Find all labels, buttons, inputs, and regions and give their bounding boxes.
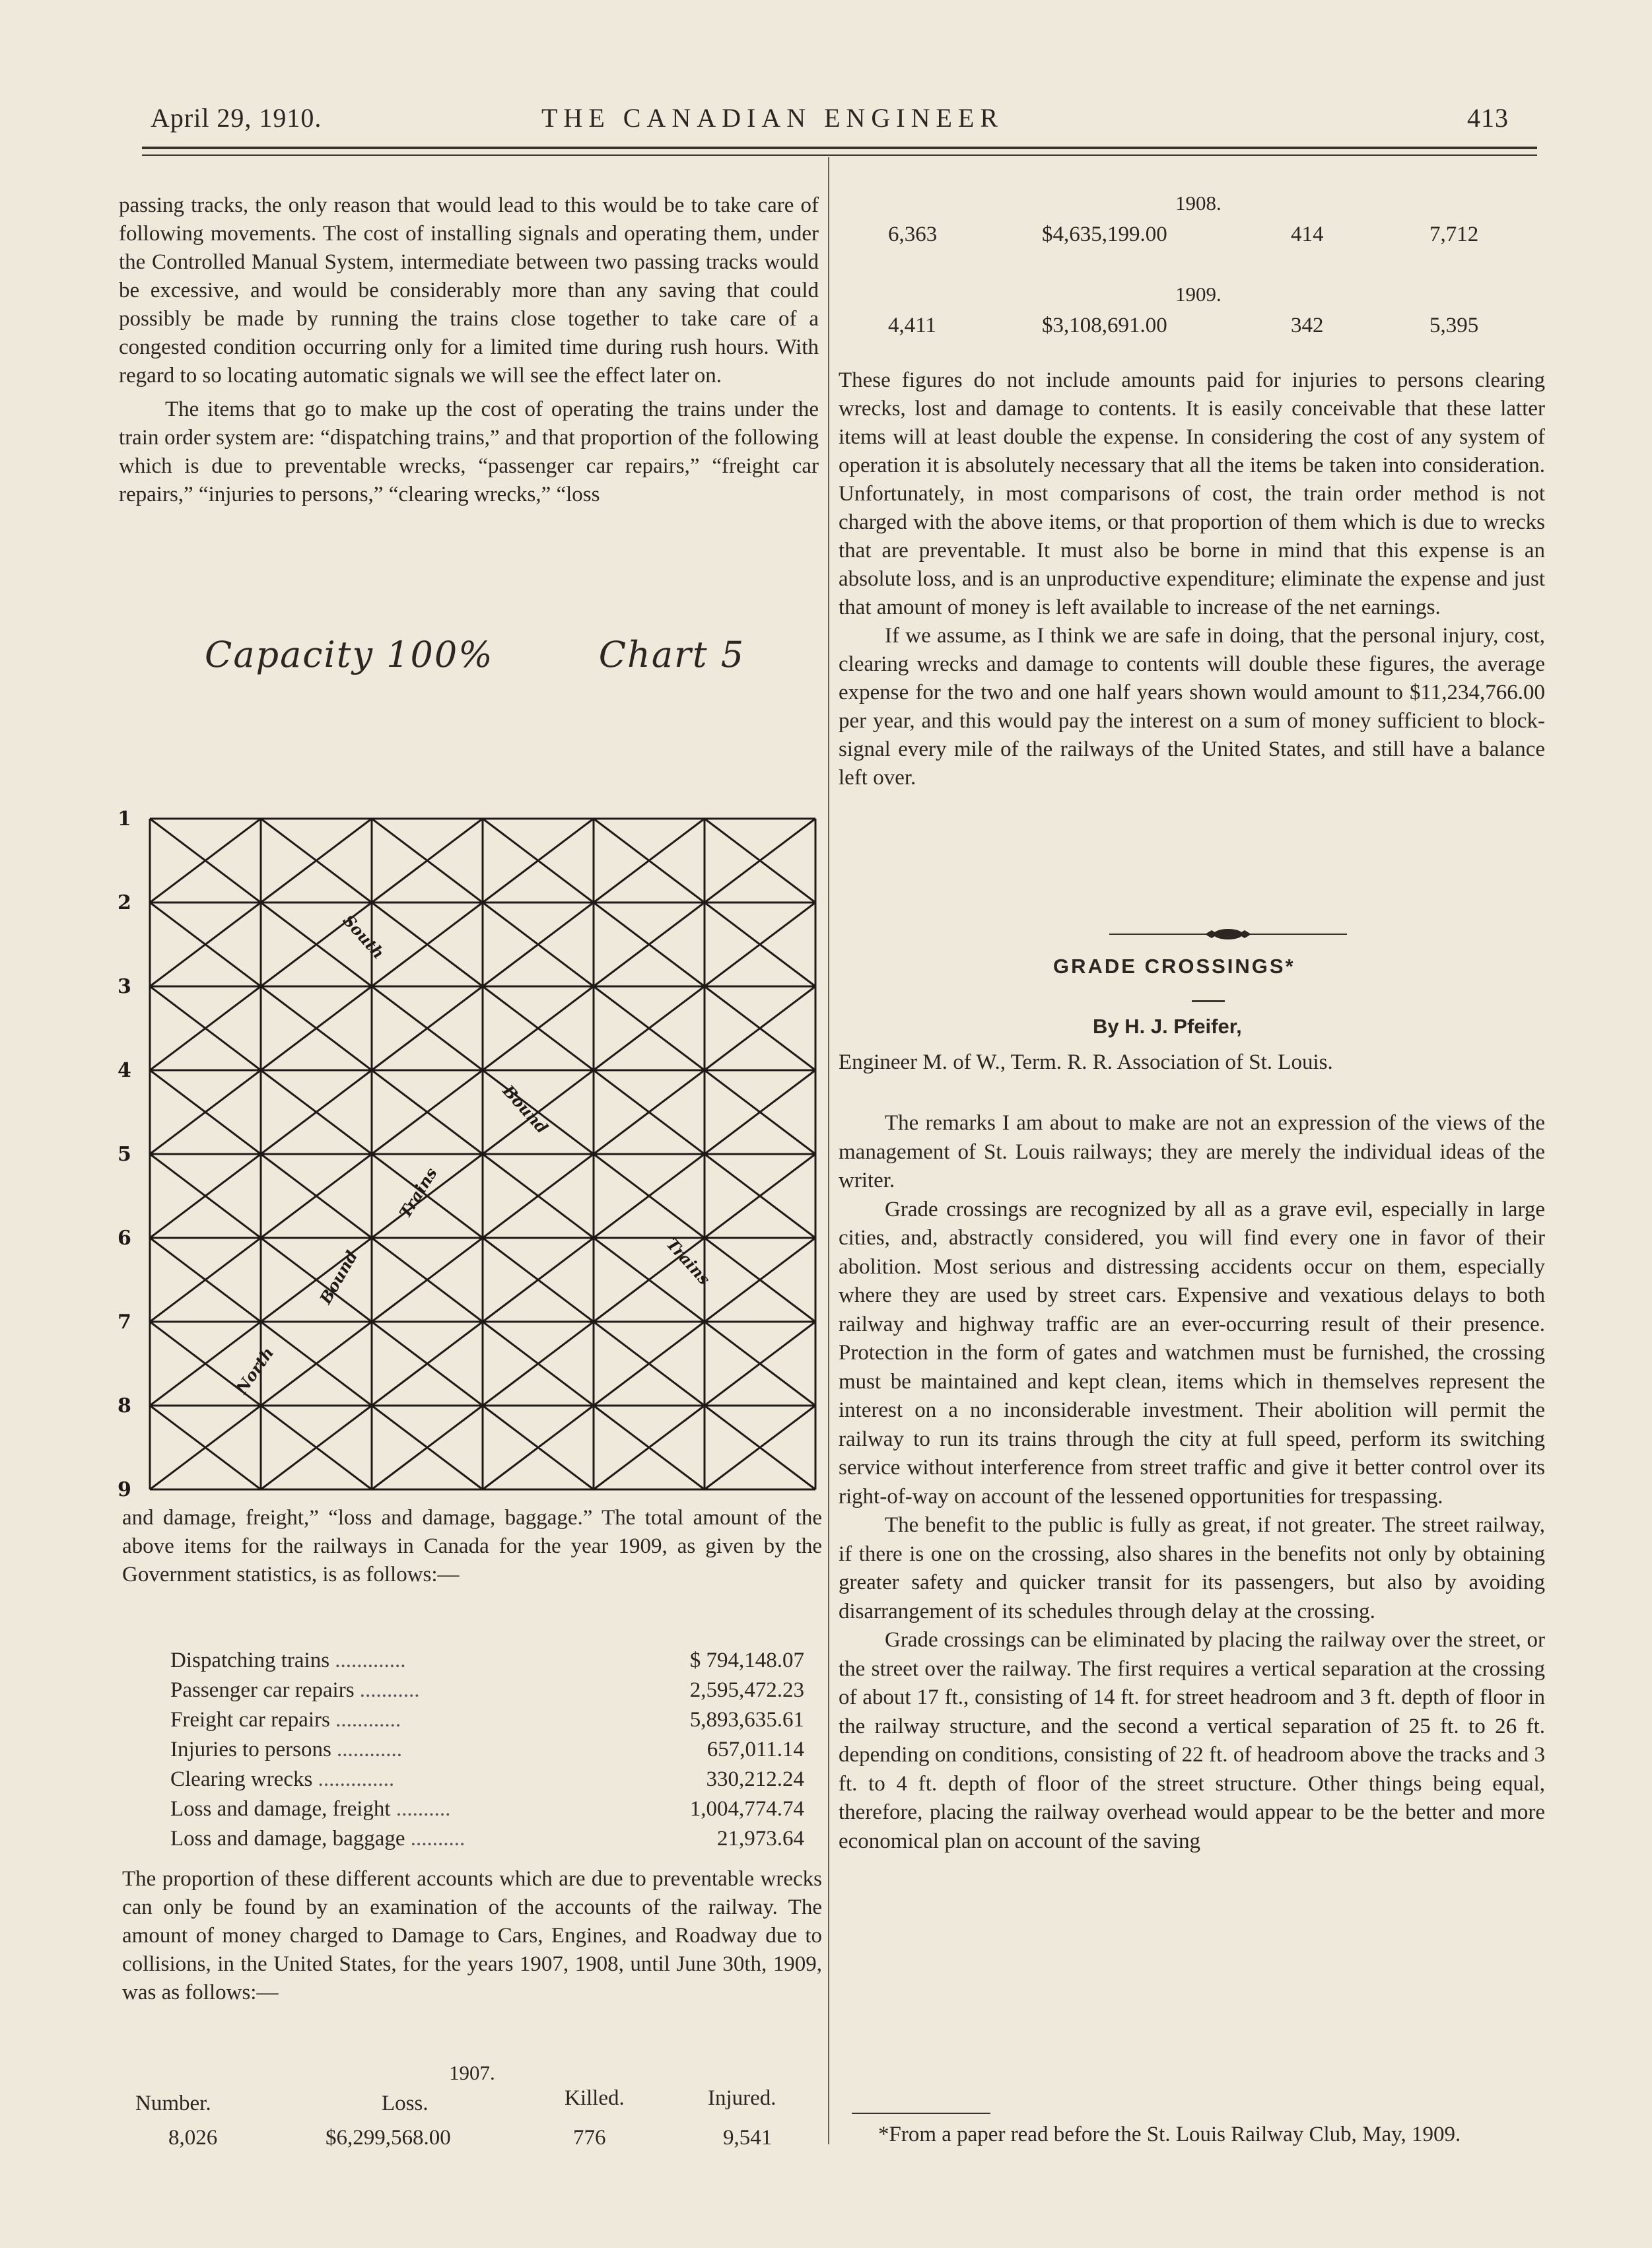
account-row xyxy=(170,1676,804,1705)
col-header-loss: Loss. xyxy=(382,2092,429,2115)
year-heading-1908: 1908. xyxy=(1175,191,1222,215)
leader-dots: .............. xyxy=(312,1767,395,1791)
account-label: Loss and damage, freight .......... xyxy=(170,1797,451,1821)
paragraph: Grade crossings are recognized by all as a grave evil, especially in large cities, and, abstractly considered, you will find every one in favor of their abolition. Most serious and distressing accidents occur on them, especially where they are used by street cars. Expensive and vexatious delays to both railway and highway traffic are an ever-occurring result of their presence. Protection in the form of gates and watchmen must be furnished, the crossing must be maintained and kept clean, items which in themselves represent the interest on a no inconsiderable investment. Their abolition will permit the railway to run its trains through the city at full speed, perform its switching service without interference from street traffic and give it better control over its right-of-way on account of the lessened opportunities for trespassing. xyxy=(839,1197,1545,1509)
paragraph: The benefit to the public is fully as great, if not greater. The street railway, if there is one on the crossing, also shares in the benefits not only by obtaining greater safety and quicker transit for its passengers, but also by avoiding disarrangement of its schedules through delay at the crossing. xyxy=(839,1513,1545,1623)
row-number-label: 7 xyxy=(118,1311,131,1334)
leader-dots: ............. xyxy=(329,1649,406,1672)
leader-dots: .......... xyxy=(390,1797,451,1821)
chart-label-north: North xyxy=(232,1343,278,1398)
account-value: 330,212.24 xyxy=(706,1767,804,1791)
row-number-label: 9 xyxy=(118,1478,131,1501)
chart-5-diagram xyxy=(112,809,832,1515)
account-label: Passenger car repairs ........... xyxy=(170,1678,420,1702)
cell-number-1908: 6,363 xyxy=(888,222,938,246)
account-value: $ 794,148.07 xyxy=(689,1649,804,1672)
leader-dots: ............ xyxy=(331,1738,403,1761)
left-column-text xyxy=(119,191,819,509)
row-number-label: 1 xyxy=(118,809,131,831)
header-rule-thin xyxy=(142,154,1537,156)
page-number: 413 xyxy=(1467,103,1509,133)
year-heading-1909: 1909. xyxy=(1175,283,1222,306)
chart-label-bound: Bound xyxy=(499,1081,552,1138)
year-heading-1907: 1907. xyxy=(449,2061,495,2084)
article-body xyxy=(839,1109,1545,1856)
row-number-label: 8 xyxy=(118,1394,131,1417)
paragraph: passing tracks, the only reason that would lead to this would be to take care of following movements. The cost of installing signals and operating them, under the Controlled Manual System, intermediate between two passing tracks would be excessive, and would be considerably more than any saving that could possibly be made by running the trains close together to take care of a congested condition occurring only for a limited time during rush hours. With regard to so locating automatic signals we will see the effect later on. xyxy=(119,193,819,388)
left-column-lower-text xyxy=(122,1504,822,1589)
cell-killed-1907: 776 xyxy=(573,2126,606,2150)
account-value: 1,004,774.74 xyxy=(689,1797,804,1821)
paragraph: Grade crossings can be eliminated by placing the railway over the street, or the street over the railway. The first requires a vertical separation at the crossing of about 17 ft., consisting of 14 ft. for street headroom and 3 ft. depth of floor in the railway structure, and the second a vertical separation of 25 ft. to 26 ft. depending on conditions, consisting of 22 ft. of headroom above the tracks and 3 ft. to 4 ft. depth of floor of the street structure. Other things being equal, therefore, placing the railway overhead would appear to be the better and more economical plan on account of the saving xyxy=(839,1628,1545,1853)
author-affiliation: Engineer M. of W., Term. R. R. Association of St. Louis. xyxy=(839,1050,1333,1074)
col-header-injured: Injured. xyxy=(708,2086,776,2110)
account-row xyxy=(170,1765,804,1794)
cell-injured-1907: 9,541 xyxy=(723,2126,773,2150)
account-value: 21,973.64 xyxy=(717,1827,804,1851)
cell-injured-1908: 7,712 xyxy=(1429,222,1479,246)
paragraph: The remarks I am about to make are not an expression of the views of the management of St. Louis railways; they are merely the individual ideas of the writer. xyxy=(839,1111,1545,1192)
cell-loss-1909: $3,108,691.00 xyxy=(1042,314,1167,337)
leader-dots: ........... xyxy=(354,1678,420,1702)
cell-number-1909: 4,411 xyxy=(888,314,937,337)
col-header-number: Number. xyxy=(135,2092,211,2115)
chart-label-south: South xyxy=(339,910,389,963)
row-number-label: 2 xyxy=(118,891,131,914)
account-value: 657,011.14 xyxy=(706,1738,804,1761)
chart-heading xyxy=(205,634,745,675)
section-title: GRADE CROSSINGS* xyxy=(1053,955,1295,978)
footnote-rule xyxy=(852,2113,990,2114)
right-column-text xyxy=(839,366,1545,792)
footnote: *From a paper read before the St. Louis Railway Club, May, 1909. xyxy=(878,2123,1461,2146)
paragraph: If we assume, as I think we are safe in doing, that the personal injury, cost, clearing wrecks and damage to contents will double these figures, the average expense for the two and one half years shown would amount to $11,234,766.00 per year, and this would pay the interest on a sum of money sufficient to block-signal every mile of the railways of the United States, and still have a balance left over. xyxy=(839,624,1545,790)
row-number-label: 3 xyxy=(118,975,131,998)
account-row xyxy=(170,1646,804,1676)
row-number-label: 4 xyxy=(118,1059,131,1082)
cell-loss-1908: $4,635,199.00 xyxy=(1042,222,1167,246)
chart-label-bound: Bound xyxy=(316,1247,362,1307)
paragraph: The proportion of these different accounts which are due to preventable wrecks can only be found by an examination of the accounts of the railway. The amount of money charged to Damage to Cars, Engines, and Roadway due to collisions, in the United States, for the years 1907, 1908, until June 30th, 1909, was as follows:— xyxy=(122,1867,822,2004)
issue-date: April 29, 1910. xyxy=(151,103,322,133)
left-column-lower-text-2 xyxy=(122,1865,822,2007)
account-label: Freight car repairs ............ xyxy=(170,1708,401,1732)
byline: By H. J. Pfeifer, xyxy=(1093,1015,1242,1038)
title-rule xyxy=(1192,1000,1225,1002)
section-ornament xyxy=(1109,924,1347,944)
account-label: Injuries to persons ............ xyxy=(170,1738,403,1761)
row-number-label: 5 xyxy=(118,1143,131,1166)
account-value: 2,595,472.23 xyxy=(689,1678,804,1702)
cell-loss-1907: $6,299,568.00 xyxy=(326,2126,451,2150)
paragraph: These figures do not include amounts paid for injuries to persons clearing wrecks, lost and damage to contents. It is easily conceivable that these latter items will at least double the expense. In considering the cost of any system of operation it is absolutely necessary that all the items be taken into consideration. Unfortunately, in most comparisons of cost, the train order method is not charged with the above items, or that proportion of them which is due to wrecks that are preventable. It must also be borne in mind that this expense is an absolute loss, and is an unproductive expenditure; eliminate the expense and just that amount of money is left available to increase of the net earnings. xyxy=(839,368,1545,619)
chart-number-label: Chart 5 xyxy=(598,634,745,675)
account-label: Dispatching trains ............. xyxy=(170,1649,406,1672)
paragraph: The items that go to make up the cost of operating the trains under the train order system are: “dispatching trains,” and that proportion of the following which is due to preventable wrecks, “passenger car repairs,” “freight car repairs,” “injuries to persons,” “clearing wrecks,” “loss xyxy=(119,397,819,506)
cell-killed-1909: 342 xyxy=(1291,314,1324,337)
cell-number-1907: 8,026 xyxy=(168,2126,218,2150)
paragraph: and damage, freight,” “loss and damage, baggage.” The total amount of the above items for the railways in Canada for the year 1909, as given by the Government statistics, is as follows:— xyxy=(122,1506,822,1586)
account-value: 5,893,635.61 xyxy=(689,1708,804,1732)
journal-title: THE CANADIAN ENGINEER xyxy=(541,103,1004,133)
cell-injured-1909: 5,395 xyxy=(1429,314,1479,337)
chart-capacity-label: Capacity 100% xyxy=(205,634,494,675)
chart-label-trains: Trains xyxy=(395,1164,441,1222)
account-row xyxy=(170,1735,804,1765)
account-row xyxy=(170,1794,804,1824)
account-row xyxy=(170,1705,804,1735)
leader-dots: .......... xyxy=(405,1827,465,1851)
account-label: Loss and damage, baggage .......... xyxy=(170,1827,465,1851)
cell-killed-1908: 414 xyxy=(1291,222,1324,246)
accounts-table xyxy=(170,1646,804,1854)
col-header-killed: Killed. xyxy=(565,2086,625,2110)
account-label: Clearing wrecks .............. xyxy=(170,1767,395,1791)
header-rule xyxy=(142,147,1537,149)
leader-dots: ............ xyxy=(329,1708,401,1732)
row-number-labels xyxy=(118,809,131,1501)
chart-label-trains: Trains xyxy=(662,1234,714,1289)
row-number-label: 6 xyxy=(118,1227,131,1250)
account-row xyxy=(170,1824,804,1854)
